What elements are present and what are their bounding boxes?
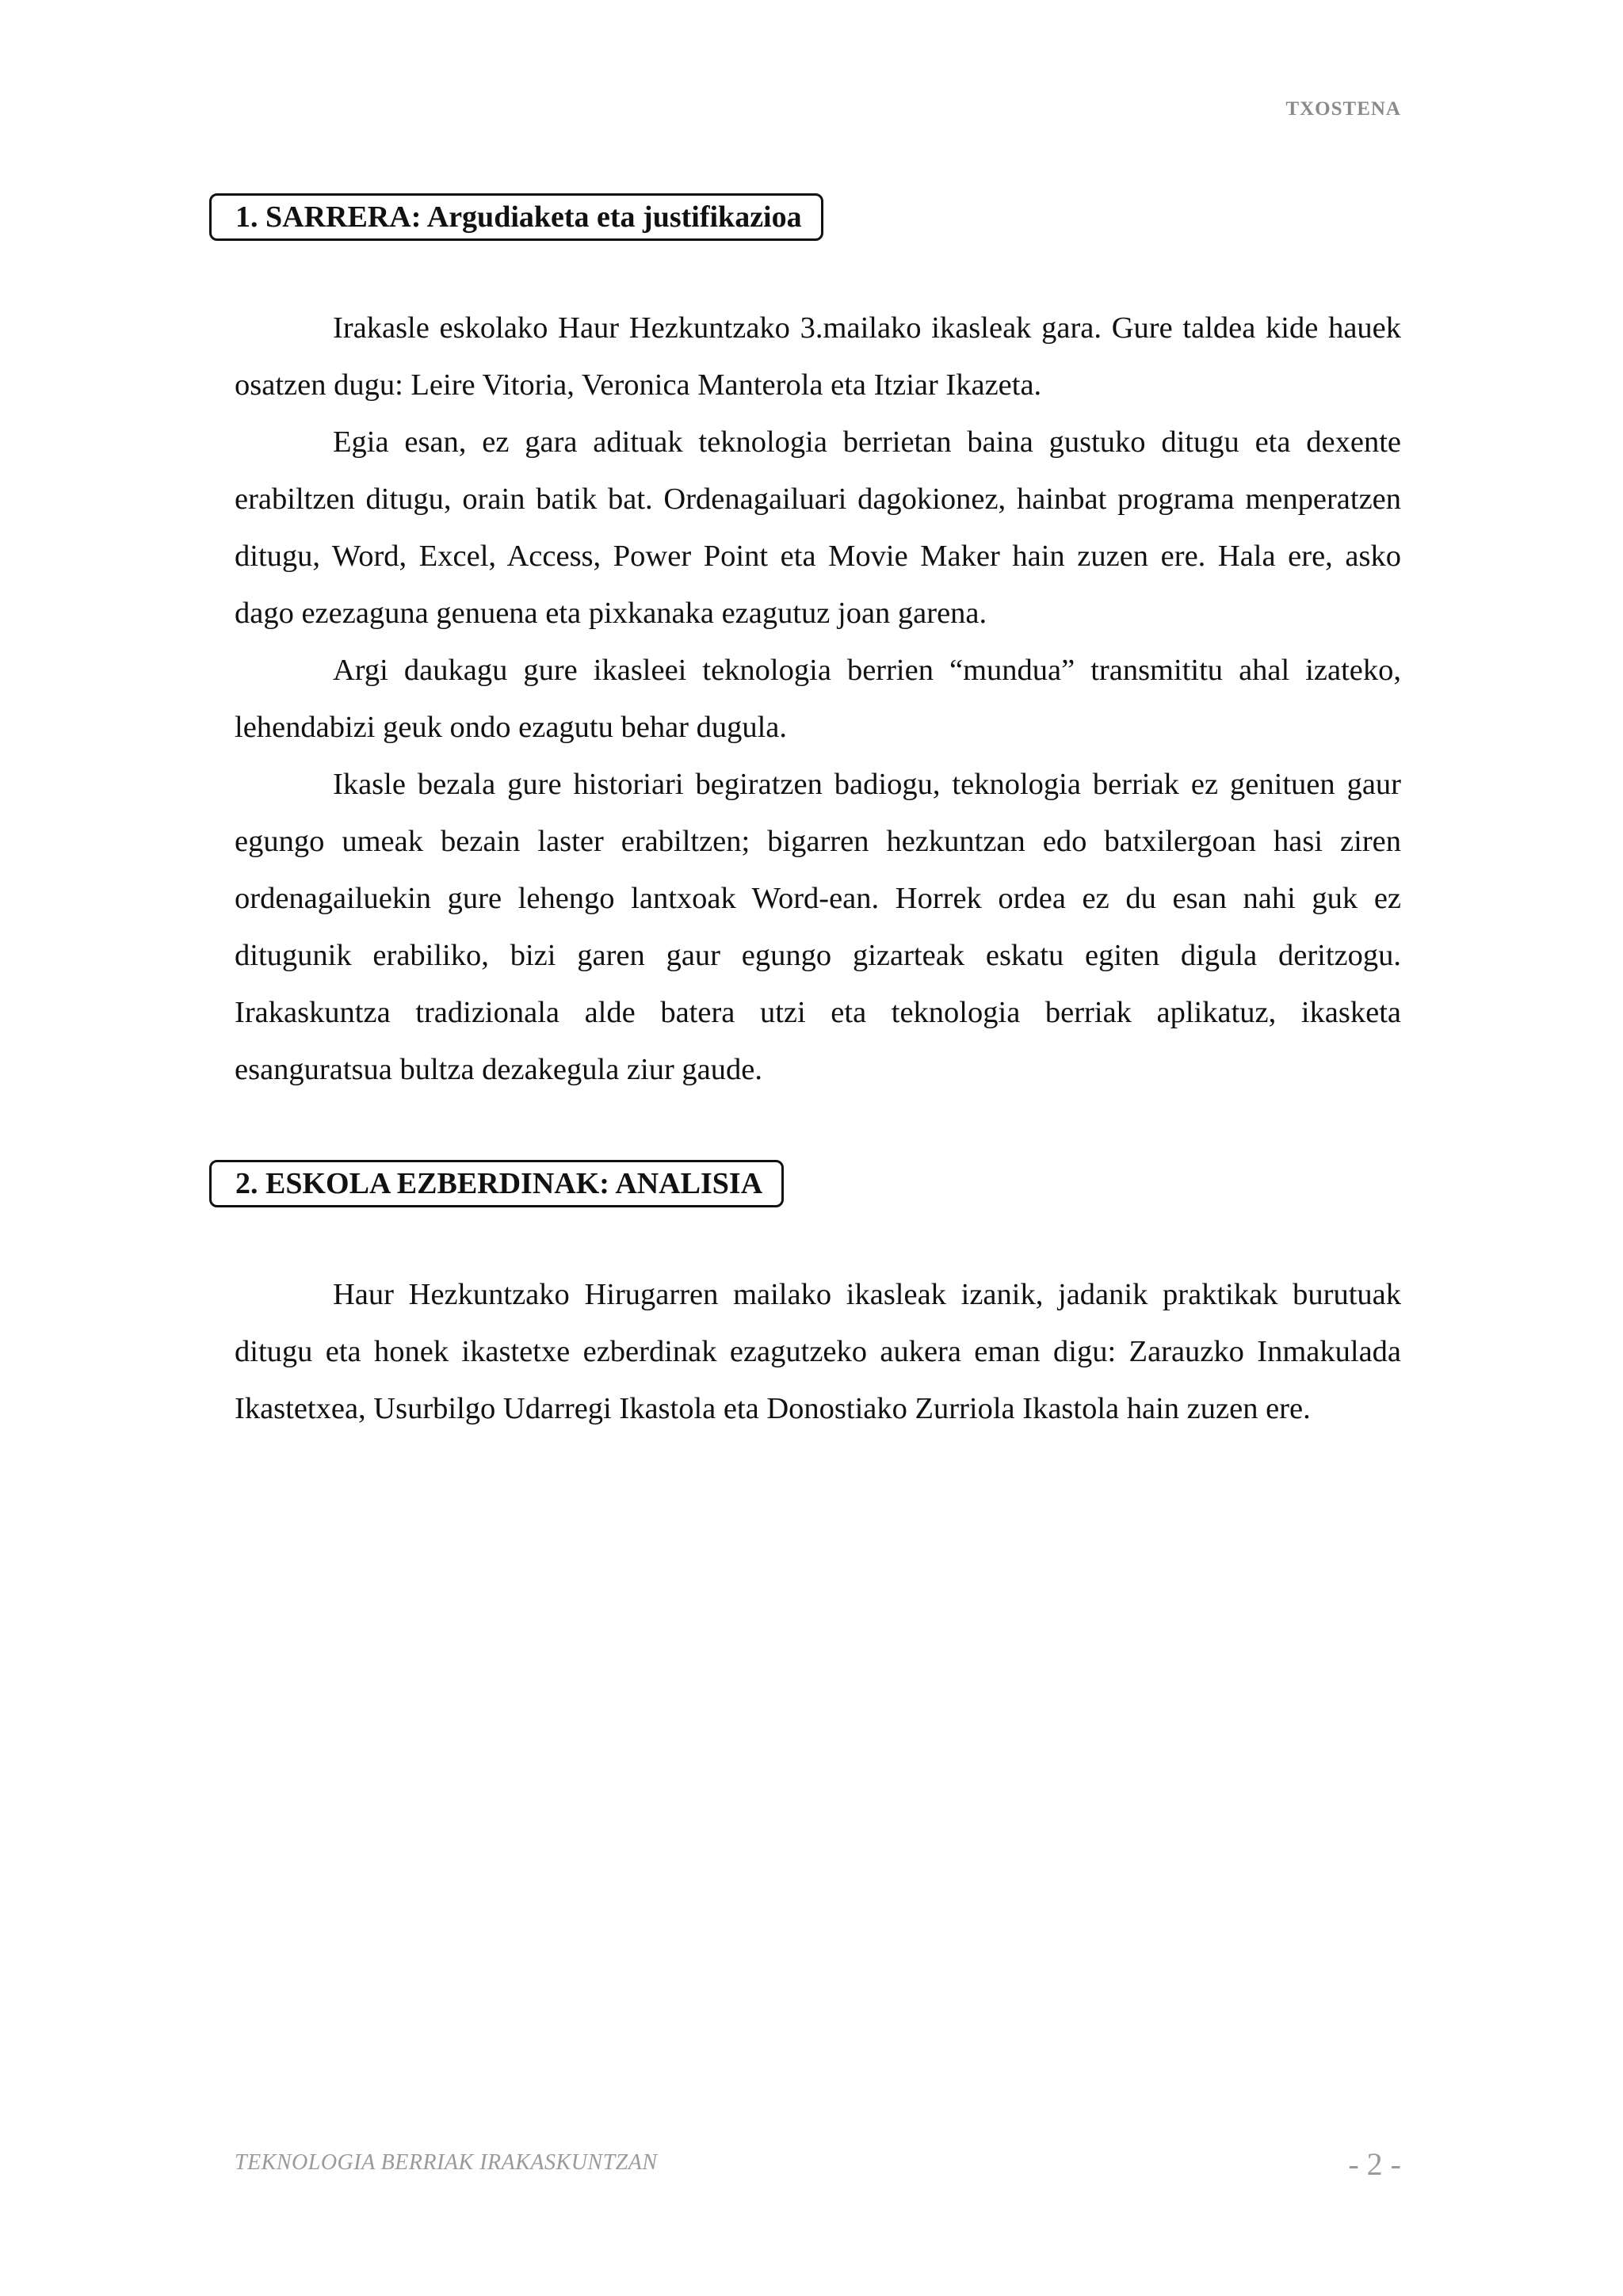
section-1-paragraph-1: Irakasle eskolako Haur Hezkuntzako 3.mailako ikasleak gara. Gure taldea kide hauek osatzen dugu: Leire Vitoria, Veronica Manterola eta Itziar Ikazeta.: [235, 311, 1401, 402]
header-label: TXOSTENA: [1285, 98, 1401, 120]
section-1-paragraph-2: Egia esan, ez gara adituak teknologia berrietan baina gustuko ditugu eta dexente erabiltzen ditugu, orain batik bat. Ordenagailuari dagokionez, hainbat programa menperatzen ditugu, Word, Excel, Access, Power Point eta Movie Maker hain zuzen ere. Hala ere, asko dago ezezaguna genuena eta pixkanaka ezagutuz joan garena.: [235, 425, 1401, 630]
footer-document-title: TEKNOLOGIA BERRIAK IRAKASKUNTZAN: [235, 2150, 658, 2175]
section-1-heading: 1. SARRERA: Argudiaketa eta justifikazioa: [209, 193, 823, 241]
section-1-paragraph-4: Ikasle bezala gure historiari begiratzen badiogu, teknologia berriak ez genituen gaur egungo umeak bezain laster erabiltzen; bigarren hezkuntzan edo batxilergoan hasi ziren ordenagailuekin gure lehengo lantxoak Word-ean. Horrek ordea ez du esan nahi guk ez ditugunik erabiliko, bizi garen gaur egungo gizarteak eskatu egiten digula deritzogu. Irakaskuntza tradizionala alde batera utzi eta teknologia berriak aplikatuz, ikasketa esanguratsua bultza dezakegula ziur gaude.: [235, 768, 1401, 1086]
section-1-paragraph-3: Argi daukagu gure ikasleei teknologia berrien “mundua” transmititu ahal izateko, lehendabizi geuk ondo ezagutu behar dugula.: [235, 654, 1401, 744]
footer-page-number: - 2 -: [1348, 2146, 1401, 2182]
section-2-body: [235, 1266, 1401, 1437]
section-2-heading: 2. ESKOLA EZBERDINAK: ANALISIA: [209, 1160, 784, 1207]
section-2-paragraph-1: Haur Hezkuntzako Hirugarren mailako ikasleak izanik, jadanik praktikak burutuak ditugu eta honek ikastetxe ezberdinak ezagutzeko aukera eman digu: Zarauzko Inmakulada Ikastetxea, Usurbilgo Udarregi Ikastola eta Donostiako Zurriola Ikastola hain zuzen ere.: [235, 1278, 1401, 1425]
section-1-body: [235, 299, 1401, 1098]
